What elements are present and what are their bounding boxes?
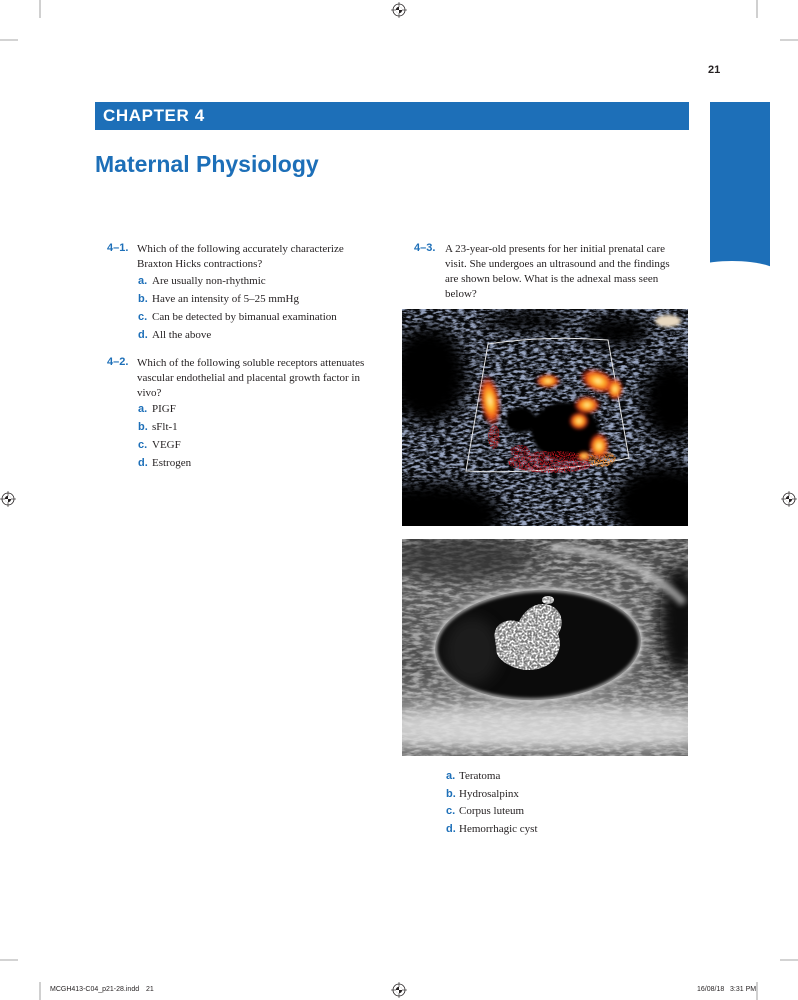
option-letter: b.	[138, 293, 148, 305]
option-letter: d.	[138, 457, 148, 469]
thumb-tab-curve	[682, 261, 782, 291]
option-text: Hydrosalpinx	[459, 787, 519, 800]
option-letter: b.	[446, 787, 456, 800]
answer-option-a	[138, 272, 337, 290]
option-text: All the above	[152, 329, 212, 341]
question-number-4-1: 4–1.	[107, 242, 129, 254]
stem-line: A 23-year-old presents for her initial prenatal care	[445, 243, 665, 255]
doppler-ultrasound-image	[402, 309, 688, 526]
footer-date: 16/08/18	[697, 986, 725, 993]
option-text: VEGF	[152, 439, 181, 451]
answer-option-b	[446, 786, 538, 804]
registration-mark-top	[391, 2, 407, 18]
answer-option-c	[446, 803, 538, 821]
chapter-thumb-tab	[710, 102, 770, 272]
answer-options-4-1	[138, 272, 337, 344]
answer-options-4-2	[138, 400, 191, 472]
option-letter: a.	[446, 770, 456, 782]
chapter-label: CHAPTER 4	[103, 106, 205, 125]
option-letter: d.	[446, 823, 456, 836]
page-number: 21	[708, 64, 721, 76]
question-stem-4-3	[445, 242, 670, 302]
option-text: Have an intensity of 5–25 mmHg	[152, 293, 299, 305]
answer-option-b	[138, 418, 191, 436]
stem-line: visit. She undergoes an ultrasound and the findings	[445, 258, 670, 270]
stem-line: Which of the following accurately characterize	[137, 243, 344, 255]
stem-line: are shown below. What is the adnexal mass seen	[445, 273, 659, 285]
option-text: Corpus luteum	[459, 805, 525, 818]
answer-option-d	[138, 454, 191, 472]
option-letter: c.	[446, 805, 456, 818]
question-number-4-3: 4–3.	[414, 242, 436, 254]
option-text: Are usually non-rhythmic	[152, 275, 266, 287]
question-stem-4-2	[137, 356, 364, 401]
answer-option-c	[138, 308, 337, 326]
answer-option-b	[138, 290, 337, 308]
stem-line: vivo?	[137, 387, 162, 399]
option-letter: d.	[138, 329, 148, 341]
footer-file-name: MCGH413-C04_p21-28.indd	[50, 986, 140, 993]
footer-time: 3:31 PM	[730, 986, 757, 993]
footer-page: 21	[146, 986, 154, 993]
option-letter: c.	[138, 439, 148, 451]
answer-option-d	[138, 326, 337, 344]
option-letter: b.	[138, 421, 148, 433]
option-text: Hemorrhagic cyst	[459, 823, 538, 836]
stem-line: below?	[445, 288, 477, 300]
option-text: Teratoma	[459, 770, 501, 782]
option-letter: a.	[138, 275, 148, 287]
option-text: PIGF	[152, 403, 176, 415]
option-text: Estrogen	[152, 457, 192, 469]
answer-option-a	[138, 400, 191, 418]
option-text: sFlt-1	[152, 421, 178, 433]
option-letter: c.	[138, 311, 148, 323]
stem-line: Braxton Hicks contractions?	[137, 258, 263, 270]
question-stem-4-1	[137, 242, 344, 272]
answer-options-4-3	[446, 768, 538, 839]
answer-option-a	[446, 768, 538, 786]
stem-line: Which of the following soluble receptors attenuates	[137, 357, 365, 369]
grayscale-ultrasound-image	[402, 539, 688, 756]
registration-mark-left	[0, 491, 16, 507]
option-text: Can be detected by bimanual examination	[152, 311, 337, 323]
chapter-title: Maternal Physiology	[95, 151, 319, 177]
chapter-banner	[95, 102, 689, 130]
question-number-4-2: 4–2.	[107, 356, 129, 368]
stem-line: vascular endothelial and placental growth factor in	[137, 372, 360, 384]
registration-mark-bottom	[391, 982, 407, 998]
answer-option-c	[138, 436, 191, 454]
option-letter: a.	[138, 403, 148, 415]
registration-mark-right	[781, 491, 797, 507]
answer-option-d	[446, 821, 538, 839]
